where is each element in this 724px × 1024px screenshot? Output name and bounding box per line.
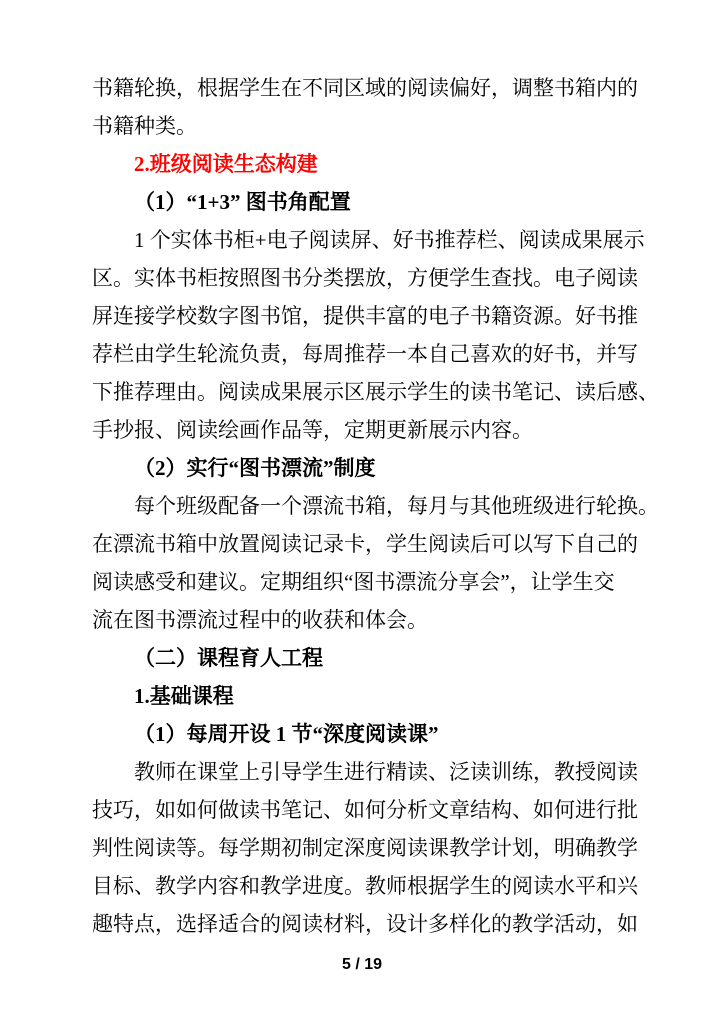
text-line: 判性阅读等。每学期初制定深度阅读课教学计划，明确教学 bbox=[92, 836, 638, 860]
text-line: 书籍种类。 bbox=[92, 114, 197, 138]
text-line: 阅读感受和建议。定期组织“图书漂流分享会”，让学生交 bbox=[92, 570, 615, 594]
text-line: 1 个实体书柜+电子阅读屏、好书推荐栏、阅读成果展示 bbox=[134, 228, 645, 252]
heading-line: （1）“1+3” 图书角配置 bbox=[134, 190, 351, 214]
heading-line: 2.班级阅读生态构建 bbox=[134, 152, 318, 176]
heading-line: （二）课程育人工程 bbox=[134, 646, 323, 670]
page-number: 5 / 19 bbox=[341, 956, 383, 973]
heading-line: 1.基础课程 bbox=[134, 684, 234, 708]
text-line: 书籍轮换，根据学生在不同区域的阅读偏好，调整书箱内的 bbox=[92, 76, 638, 100]
document-body bbox=[92, 69, 659, 943]
text-line: 教师在课堂上引导学生进行精读、泛读训练，教授阅读 bbox=[134, 760, 638, 784]
text-line: 在漂流书箱中放置阅读记录卡，学生阅读后可以写下自己的 bbox=[92, 532, 638, 556]
text-line: 技巧，如如何做读书笔记、如何分析文章结构、如何进行批 bbox=[92, 798, 638, 822]
text-line: 下推荐理由。阅读成果展示区展示学生的读书笔记、读后感、 bbox=[92, 380, 659, 404]
text-line: 手抄报、阅读绘画作品等，定期更新展示内容。 bbox=[92, 418, 533, 442]
text-line: 流在图书漂流过程中的收获和体会。 bbox=[92, 608, 428, 632]
text-line: 每个班级配备一个漂流书箱，每月与其他班级进行轮换。 bbox=[134, 494, 659, 518]
text-line: 区。实体书柜按照图书分类摆放，方便学生查找。电子阅读 bbox=[92, 266, 638, 290]
heading-line: （1）每周开设 1 节“深度阅读课” bbox=[134, 722, 439, 746]
text-line: 目标、教学内容和教学进度。教师根据学生的阅读水平和兴 bbox=[92, 874, 638, 898]
heading-line: （2）实行“图书漂流”制度 bbox=[134, 456, 376, 480]
text-line: 屏连接学校数字图书馆，提供丰富的电子书籍资源。好书推 bbox=[92, 304, 638, 328]
text-line: 荐栏由学生轮流负责，每周推荐一本自己喜欢的好书，并写 bbox=[92, 342, 638, 366]
text-line: 趣特点，选择适合的阅读材料，设计多样化的教学活动，如 bbox=[92, 912, 638, 936]
